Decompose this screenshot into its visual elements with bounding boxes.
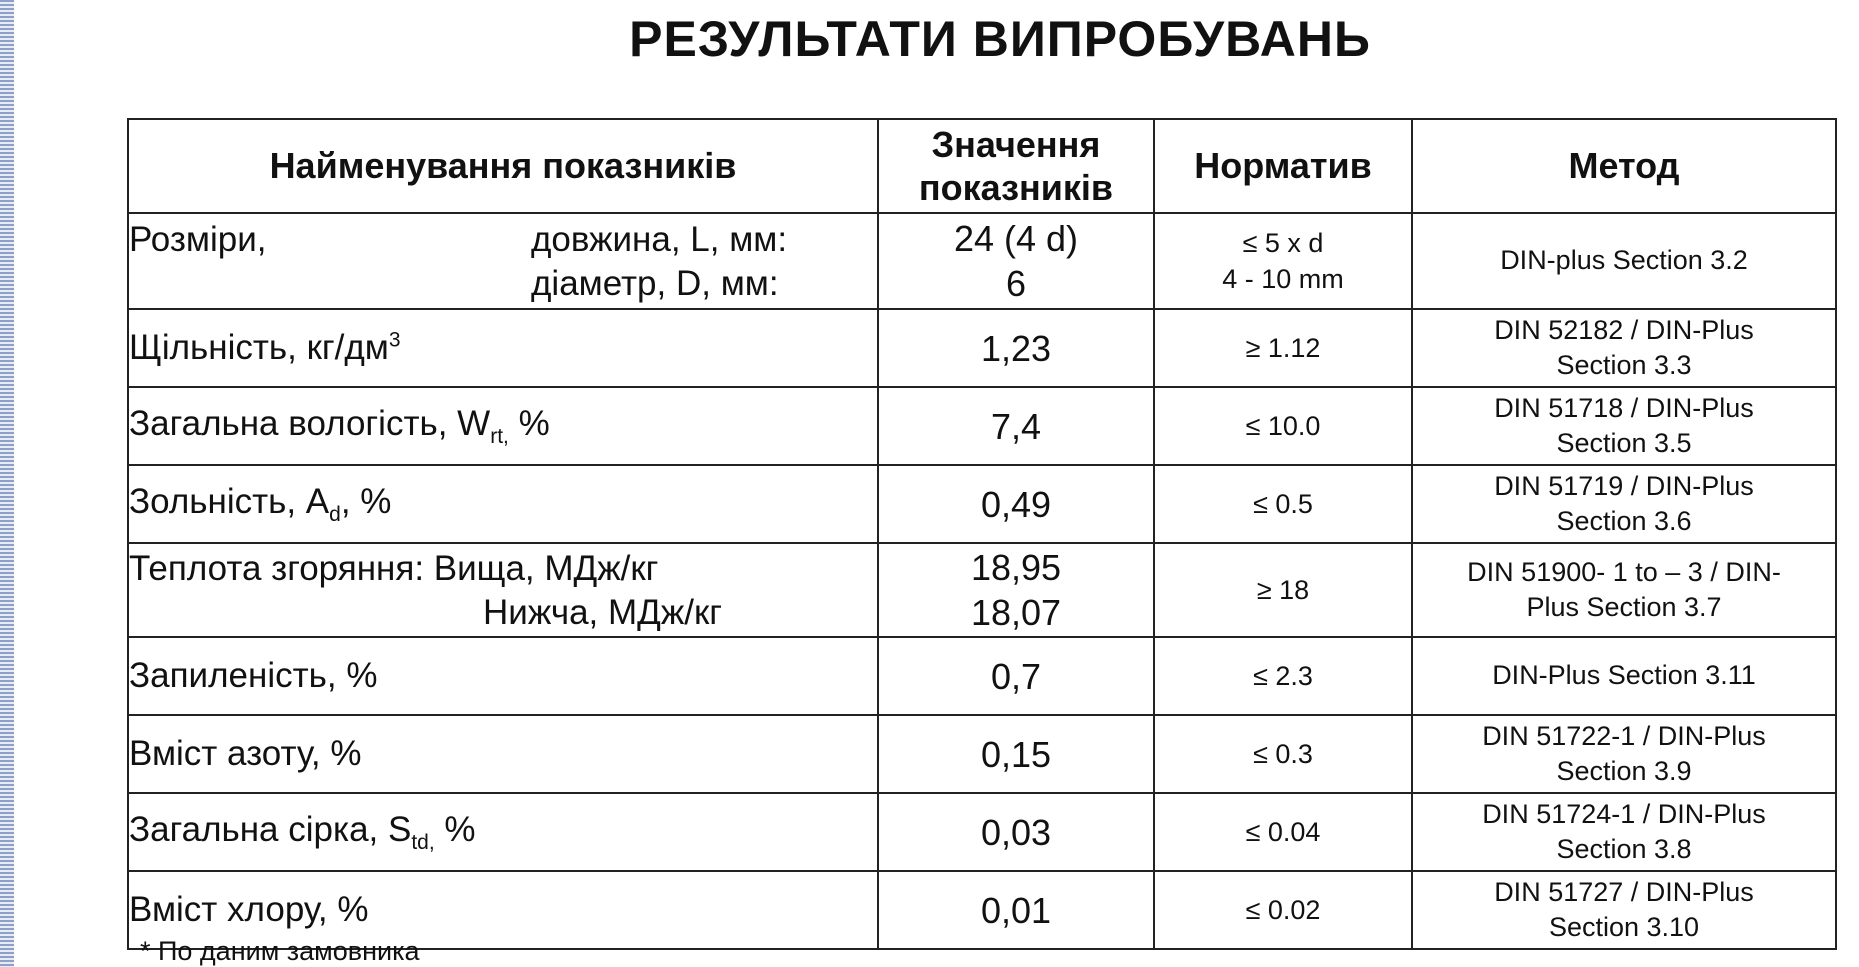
scan-edge xyxy=(0,0,14,967)
table-row xyxy=(128,465,1836,543)
row-method: DIN-Plus Section 3.11 xyxy=(1412,637,1836,715)
row-name xyxy=(128,387,878,465)
results-table xyxy=(127,118,1837,950)
row-norm: ≤ 10.0 xyxy=(1154,387,1412,465)
row-name: Запиленість, % xyxy=(128,637,878,715)
row-value: 0,01 xyxy=(878,871,1154,949)
method-line1: DIN 52182 / DIN-Plus xyxy=(1494,314,1754,345)
method-line2: Plus Section 3.7 xyxy=(1526,592,1722,622)
row-method: DIN-plus Section 3.2 xyxy=(1412,213,1836,309)
norm-line1: ≤ 5 x d xyxy=(1242,227,1324,258)
value-high: 18,95 xyxy=(970,547,1062,588)
row-norm: ≤ 0.5 xyxy=(1154,465,1412,543)
row-method xyxy=(1412,871,1836,949)
table-row xyxy=(128,213,1836,309)
row-norm: ≤ 2.3 xyxy=(1154,637,1412,715)
method-line2: Section 3.10 xyxy=(1548,912,1700,942)
name-tail: % xyxy=(508,403,550,443)
method-line1: DIN 51722-1 / DIN-Plus xyxy=(1482,720,1766,751)
heat-high-label: Теплота згоряння: Вища, МДж/кг xyxy=(129,549,659,588)
name-text: Загальна сірка, S xyxy=(129,809,412,849)
name-tail: % xyxy=(434,809,476,849)
row-value: 0,03 xyxy=(878,793,1154,871)
method-line2: Section 3.5 xyxy=(1556,428,1692,458)
row-norm: ≤ 0.04 xyxy=(1154,793,1412,871)
row-value: 0,49 xyxy=(878,465,1154,543)
page-title: РЕЗУЛЬТАТИ ВИПРОБУВАНЬ xyxy=(629,11,1371,67)
method-line1: DIN 51724-1 / DIN-Plus xyxy=(1482,798,1766,829)
name-tail: , % xyxy=(340,481,392,521)
method-line2: Section 3.8 xyxy=(1556,834,1692,864)
method-line2: Section 3.9 xyxy=(1556,756,1692,786)
name-sub: rt, xyxy=(490,424,509,448)
table-row xyxy=(128,715,1836,793)
name-text: Загальна вологість, W xyxy=(129,403,491,443)
method-line2: Section 3.3 xyxy=(1556,350,1692,380)
row-value xyxy=(878,543,1154,637)
table-header-row xyxy=(128,119,1836,213)
norm-line2: 4 - 10 mm xyxy=(1222,264,1344,294)
dims-label: Розміри, xyxy=(129,220,267,259)
row-norm: ≤ 0.02 xyxy=(1154,871,1412,949)
row-value xyxy=(878,213,1154,309)
table-row xyxy=(128,309,1836,387)
method-line1: DIN 51718 / DIN-Plus xyxy=(1494,392,1754,423)
header-name: Найменування показників xyxy=(128,119,878,213)
footnote: * По даним замовника xyxy=(140,936,420,966)
row-method xyxy=(1412,387,1836,465)
table-row xyxy=(128,793,1836,871)
row-name-dimensions xyxy=(128,213,878,309)
row-name-heat xyxy=(128,543,878,637)
method-line1: DIN 51727 / DIN-Plus xyxy=(1494,876,1754,907)
header-method: Метод xyxy=(1412,119,1836,213)
name-sub: d xyxy=(329,502,341,526)
dims-length-label: довжина, L, мм: xyxy=(531,220,788,259)
method-line1: DIN 51900- 1 to – 3 / DIN- xyxy=(1467,556,1781,587)
dims-diameter-label: діаметр, D, мм: xyxy=(531,264,779,303)
name-text: Щільність, кг/дм xyxy=(129,328,389,367)
row-name xyxy=(128,309,878,387)
header-value xyxy=(878,119,1154,213)
row-method xyxy=(1412,715,1836,793)
name-sub: td, xyxy=(411,830,435,854)
row-method xyxy=(1412,465,1836,543)
heat-low-label: Нижча, МДж/кг xyxy=(483,593,723,632)
row-norm xyxy=(1154,213,1412,309)
value-low: 18,07 xyxy=(970,592,1062,633)
row-value: 7,4 xyxy=(878,387,1154,465)
row-method xyxy=(1412,543,1836,637)
value-length: 24 (4 d) xyxy=(953,218,1079,259)
value-diameter: 6 xyxy=(1005,263,1027,304)
row-name xyxy=(128,793,878,871)
table-row xyxy=(128,543,1836,637)
row-name: Вміст хлору, % xyxy=(128,871,878,949)
row-method xyxy=(1412,309,1836,387)
table-row xyxy=(128,387,1836,465)
row-value: 0,15 xyxy=(878,715,1154,793)
row-norm: ≤ 0.3 xyxy=(1154,715,1412,793)
row-norm: ≥ 1.12 xyxy=(1154,309,1412,387)
header-norm: Норматив xyxy=(1154,119,1412,213)
method-line2: Section 3.6 xyxy=(1556,506,1692,536)
row-norm: ≥ 18 xyxy=(1154,543,1412,637)
method-line1: DIN 51719 / DIN-Plus xyxy=(1494,470,1754,501)
name-text: Зольність, A xyxy=(129,481,330,521)
row-method xyxy=(1412,793,1836,871)
row-value: 1,23 xyxy=(878,309,1154,387)
header-value-label: Значення показників xyxy=(918,123,1114,208)
row-name xyxy=(128,465,878,543)
table-row xyxy=(128,637,1836,715)
row-value: 0,7 xyxy=(878,637,1154,715)
row-name: Вміст азоту, % xyxy=(128,715,878,793)
name-sup: 3 xyxy=(388,328,401,352)
